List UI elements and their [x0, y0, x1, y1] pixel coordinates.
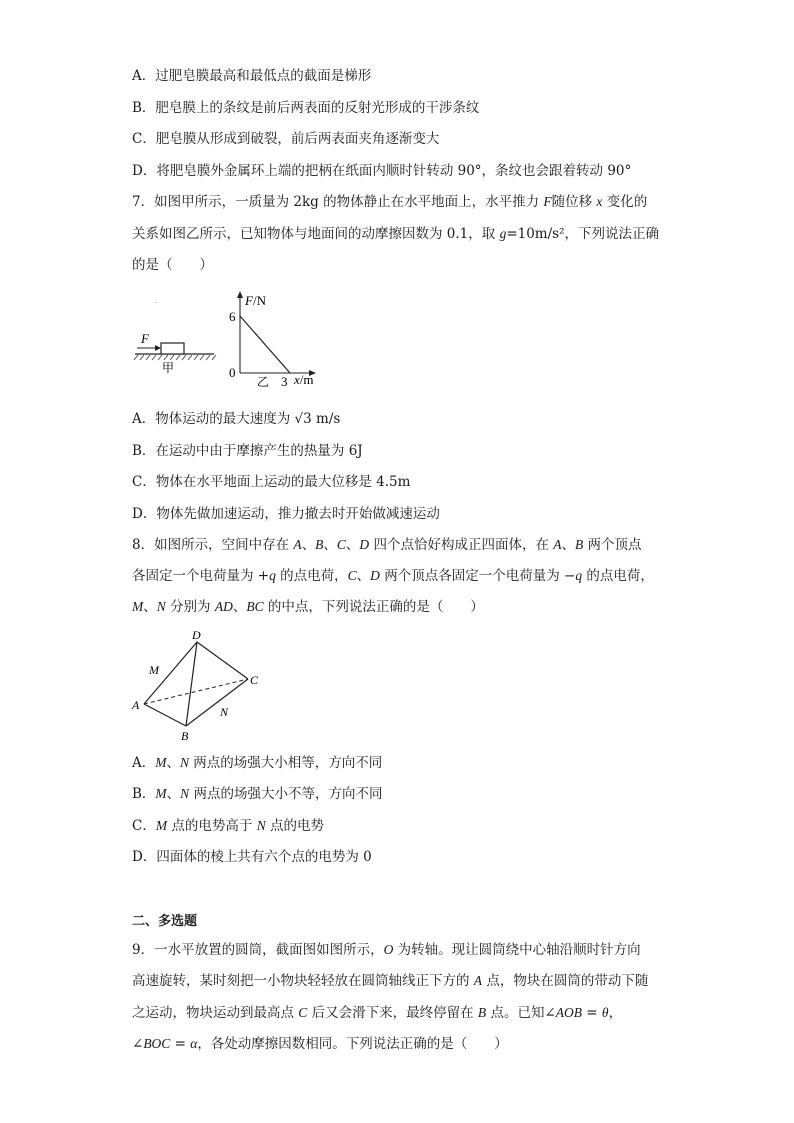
q8-stem-line2: 各固定一个电荷量为 +q 的点电荷，C、D 两个顶点各固定一个电荷量为 −q 的点电荷，: [132, 568, 654, 584]
origin-label: 0: [229, 365, 236, 380]
q6-option-a: A．过肥皂膜最高和最低点的截面是梯形: [132, 68, 372, 84]
vertex-b: B: [181, 729, 189, 743]
q8-tetrahedron-figure: [128, 625, 268, 743]
f-x-line: [240, 316, 290, 373]
q7-stem-line1: 7．如图甲所示，一质量为 2kg 的物体静止在水平地面上，水平推力 F随位移 x 变化的: [132, 194, 648, 210]
q7-option-c: C．物体在水平地面上运动的最大位移是 4.5m: [132, 474, 411, 490]
y-tick-6: 6: [229, 309, 236, 324]
vertex-c: C: [250, 673, 259, 687]
q8-option-c: C．M 点的电势高于 N 点的电势: [132, 818, 324, 834]
q7-option-d: D．物体先做加速运动，推力撤去时开始做减速运动: [132, 506, 440, 522]
q7-figure-a: [130, 296, 220, 376]
caption-jia: 甲: [162, 361, 175, 375]
q9-stem-line4: ∠BOC = α，各处动摩擦因数相同。下列说法正确的是（ ）: [132, 1036, 508, 1052]
q9-stem-line1: 9．一水平放置的圆筒，截面图如图所示，O 为转轴。现让圆筒绕中心轴沿顺时针方向: [132, 942, 641, 958]
q9-stem-line3: 之运动，物块运动到最高点 C 后又会滑下来，最终停留在 B 点。已知∠AOB = θ，: [132, 1005, 623, 1021]
x-tick-3: 3: [281, 374, 288, 387]
block: [161, 343, 184, 354]
midpoint-m: M: [149, 663, 159, 677]
q8-stem-line1: 8．如图所示，空间中存在 A、B、C、D 四个点恰好构成正四面体，在 A、B 两个顶点: [132, 537, 642, 553]
q6-option-c: C．肥皂膜从形成到破裂，前后两表面夹角逐渐变大: [132, 131, 440, 147]
q8-option-b: B．M、N 两点的场强大小不等，方向不同: [132, 786, 383, 802]
x-axis-label: x/m: [294, 372, 314, 387]
q7-stem-line3: 的是（ ）: [132, 257, 213, 273]
section-title: 二、多选题: [132, 914, 198, 929]
q9-stem-line2: 高速旋转，某时刻把一小物块轻轻放在圆筒轴线正下方的 A 点，物块在圆筒的带动下随: [132, 973, 649, 989]
y-axis-label: F/N: [245, 293, 266, 308]
q7-option-a: A．物体运动的最大速度为 √3 m/s: [132, 411, 341, 427]
q6-option-d: D．将肥皂膜外金属环上端的把柄在纸面内顺时针转动 90°，条纹也会跟着转动 90°: [132, 163, 632, 179]
force-label: F: [141, 331, 149, 346]
q7-stem-line2: 关系如图乙所示，已知物体与地面间的动摩擦因数为 0.1，取 g=10m/s²，下列说法正确: [132, 226, 659, 242]
q7-figure-b: [222, 287, 327, 387]
q8-stem-line3: M、N 分别为 AD、BC 的中点，下列说法正确的是（ ）: [132, 599, 484, 615]
q7-option-b: B．在运动中由于摩擦产生的热量为 6J: [132, 443, 363, 459]
vertex-a: A: [132, 698, 140, 712]
midpoint-n: N: [220, 705, 229, 719]
caption-yi: 乙: [257, 375, 270, 387]
q8-option-a: A．M、N 两点的场强大小相等，方向不同: [132, 755, 383, 771]
q8-option-d: D．四面体的棱上共有六个点的电势为 0: [132, 849, 372, 865]
vertex-d: D: [192, 628, 201, 642]
q6-option-b: B．肥皂膜上的条纹是前后两表面的反射光形成的干涉条纹: [132, 100, 480, 116]
